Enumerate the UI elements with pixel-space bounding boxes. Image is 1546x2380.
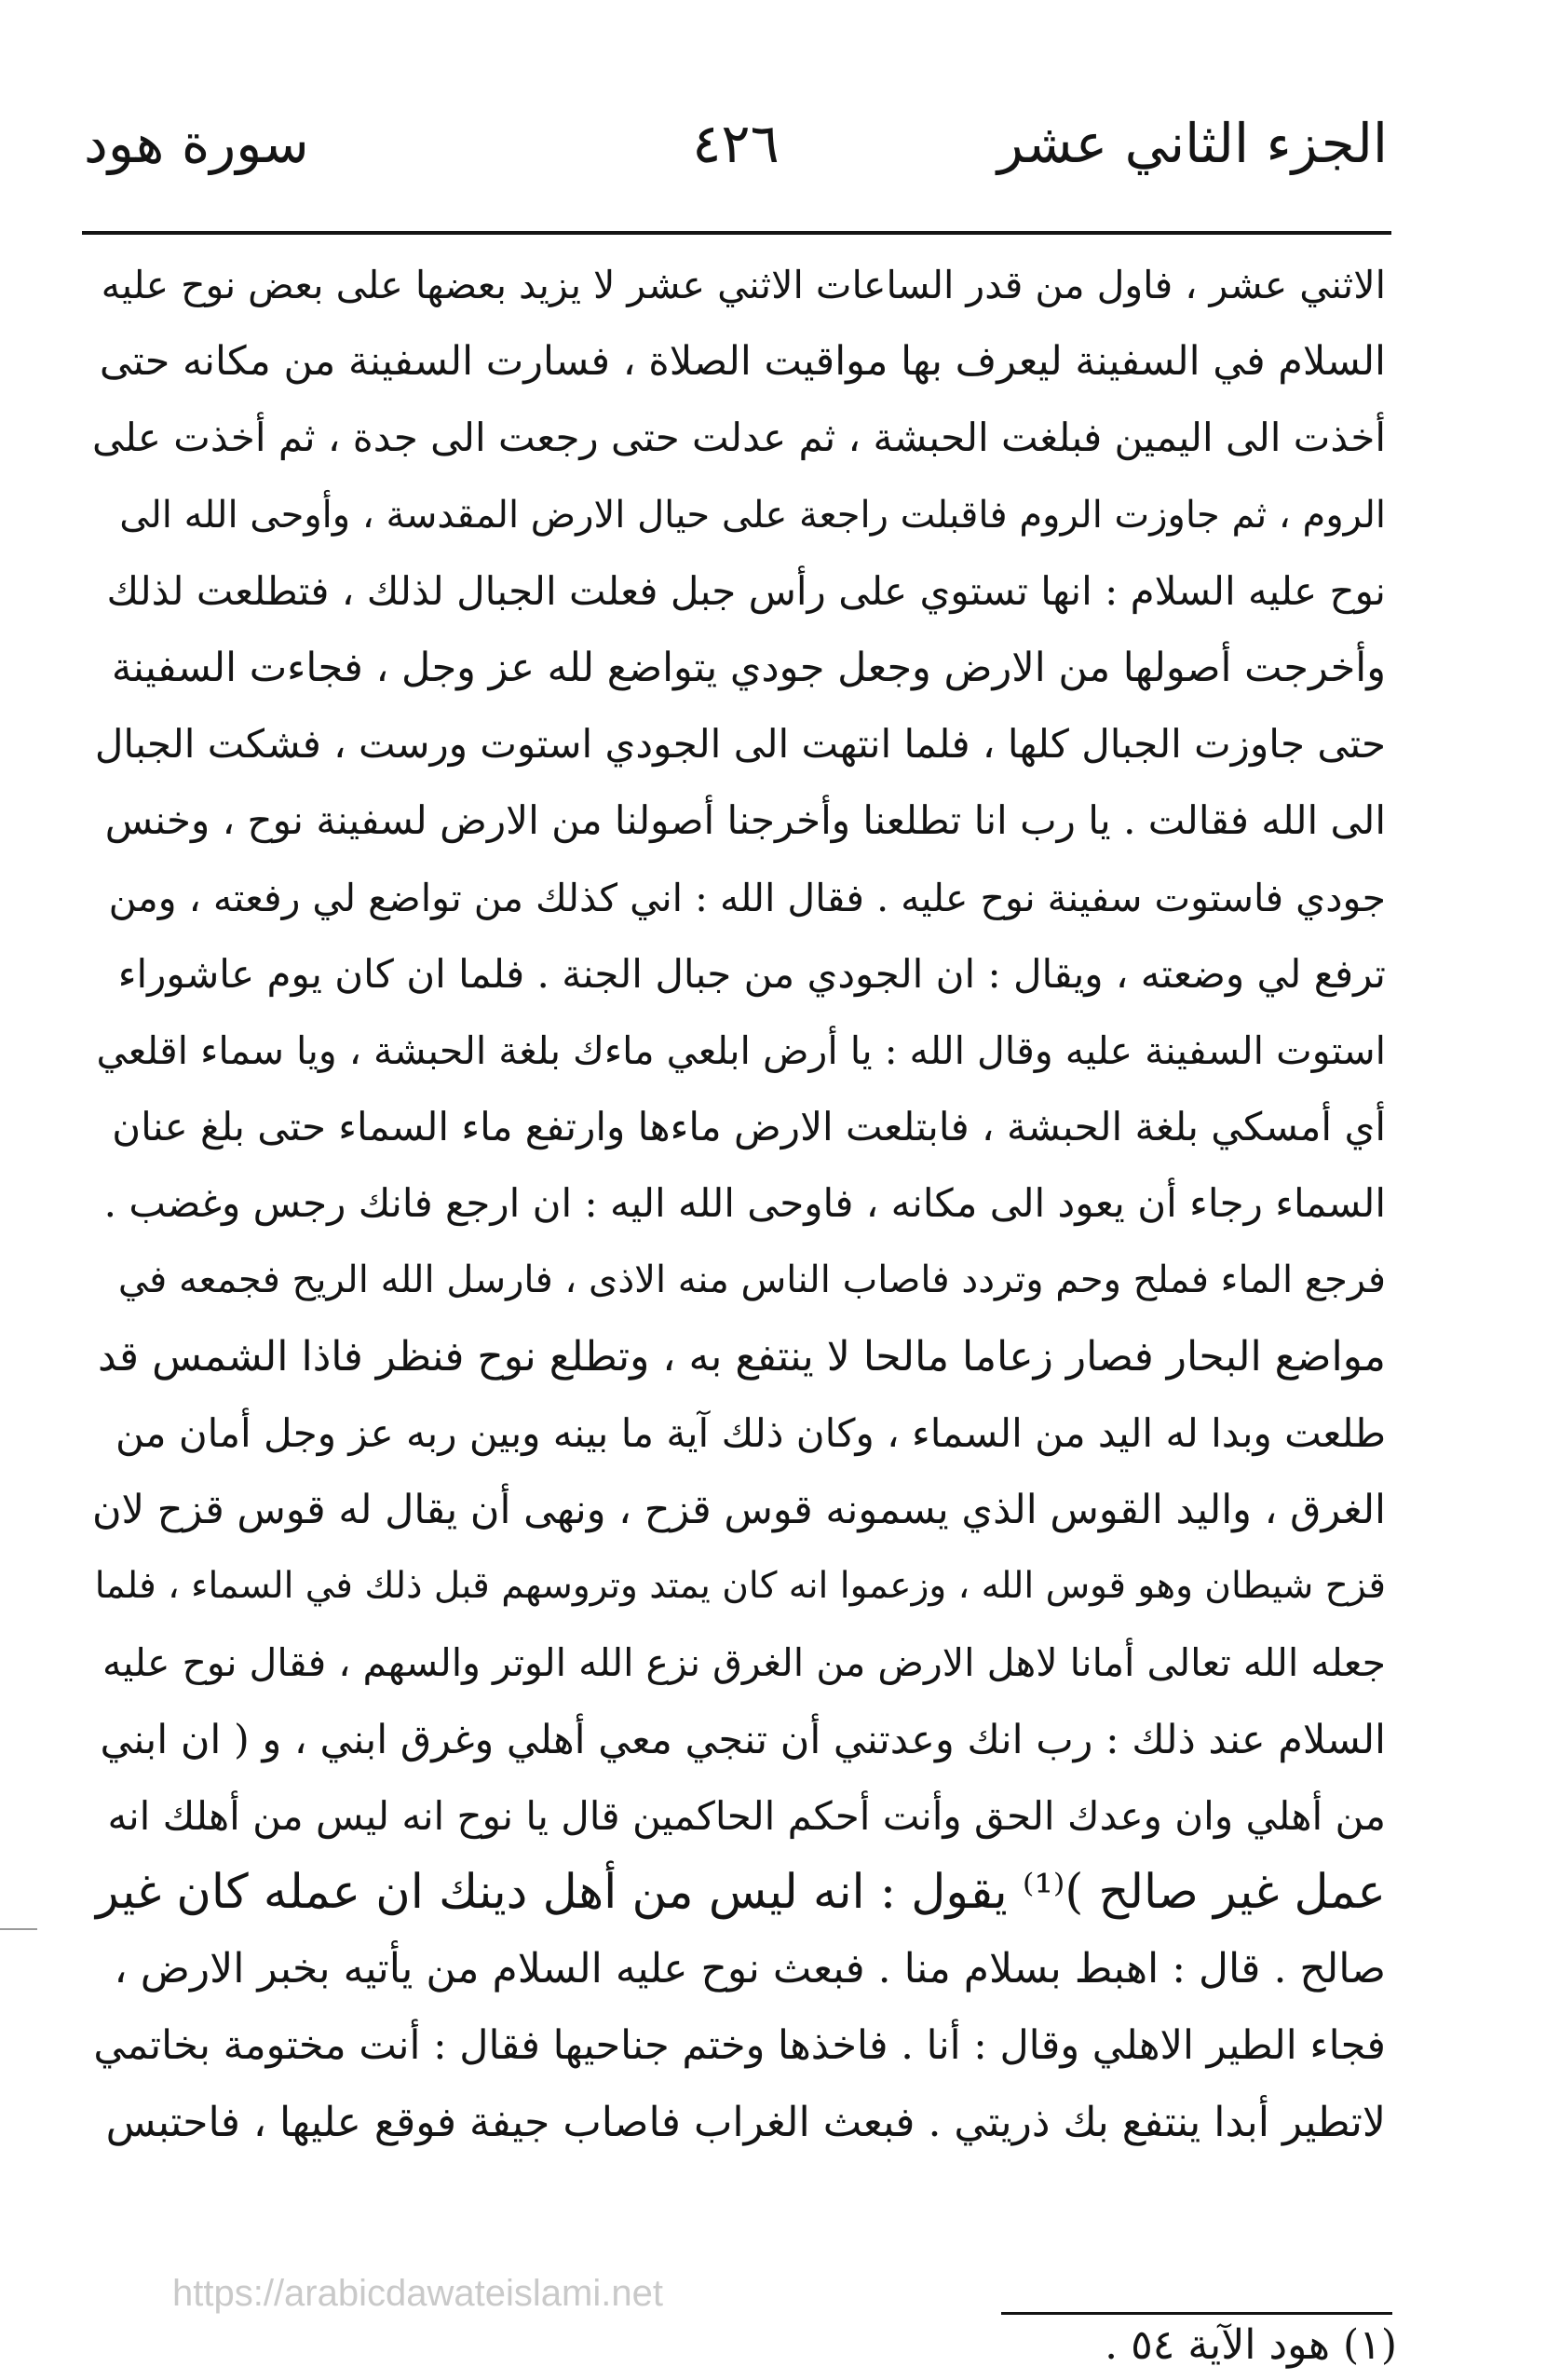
page-number: ٤٢٦ <box>692 112 780 175</box>
text-line: صالح . قال : اهبط بسلام منا . فبعث نوح عليه السلام من يأتيه بخبر الارض ، <box>114 1945 1386 1993</box>
watermark-url: https://arabicdawateislami.net <box>172 2273 663 2314</box>
text-line: الاثني عشر ، فاول من قدر الساعات الاثني عشر لا يزيد بعضها على بعض نوح عليه <box>101 263 1386 307</box>
text-line: حتى جاوزت الجبال كلها ، فلما انتهت الى الجودي استوت ورست ، فشكت الجبال <box>94 721 1386 768</box>
text-line: فرجع الماء فملح وحم وتردد فاصاب الناس منه الاذى ، فارسل الله الريح فجمعه في <box>117 1258 1386 1302</box>
text-line: السماء رجاء أن يعود الى مكانه ، فاوحى الله اليه : ان ارجع فانك رجس وغضب . <box>103 1180 1386 1227</box>
text-line: من أهلي وان وعدك الحق وأنت أحكم الحاكمين قال يا نوح انه ليس من أهلك انه <box>107 1792 1386 1839</box>
text-line: أي أمسكي بلغة الحبشة ، فابتلعت الارض ماءها وارتفع ماء السماء حتى بلغ عنان <box>112 1104 1386 1150</box>
text-line: أخذت الى اليمين فبلغت الحبشة ، ثم عدلت حتى رجعت الى جدة ، ثم أخذت على <box>91 415 1386 461</box>
text-line: قزح شيطان وهو قوس الله ، وزعموا انه كان يمتد وتروسهم قبل ذلك في السماء ، فلما <box>94 1565 1386 1608</box>
text-line: مواضع البحار فصار زعاما مالحا لا ينتفع به ، وتطلع نوح فنظر فاذا الشمس قد <box>97 1332 1386 1380</box>
surah-title: سورة هود <box>84 112 309 175</box>
text-line: فجاء الطير الاهلي وقال : أنا . فاخذها وختم جناحيها فقال : أنت مختومة بخاتمي <box>93 2022 1386 2070</box>
text-line: الروم ، ثم جاوزت الروم فاقبلت راجعة على حيال الارض المقدسة ، وأوحى الله الى <box>119 493 1386 537</box>
page-header <box>84 112 1388 196</box>
body-text <box>91 247 1386 2161</box>
footnote-divider <box>1001 2312 1392 2315</box>
margin-mark <box>0 1928 37 1930</box>
text-line: وأخرجت أصولها من الارض وجعل جودي يتواضع لله عز وجل ، فجاءت السفينة <box>111 644 1386 691</box>
text-line: جعله الله تعالى أمانا لاهل الارض من الغرق نزع الله الوتر والسهم ، فقال نوح عليه <box>102 1640 1386 1686</box>
text-line: عمل غير صالح )⁽¹⁾ يقول : انه ليس من أهل دينك ان عمله كان غير <box>96 1864 1386 1920</box>
text-line: استوت السفينة عليه وقال الله : يا أرض ابلعي ماءك بلغة الحبشة ، ويا سماء اقلعي <box>96 1027 1386 1073</box>
footnote: (١) هود الآية ٥٤ . <box>1105 2321 1397 2369</box>
text-line: طلعت وبدا له اليد من السماء ، وكان ذلك آية ما بينه وبين ربه عز وجل أمان من <box>115 1409 1386 1456</box>
part-title: الجزء الثاني عشر <box>997 112 1388 175</box>
text-line: الغرق ، واليد القوس الذي يسمونه قوس قزح ، ونهى أن يقال له قوس قزح لان <box>91 1487 1386 1533</box>
text-line: الى الله فقالت . يا رب انا تطلعنا وأخرجنا أصولنا من الارض لسفينة نوح ، وخنس <box>104 797 1386 844</box>
header-divider <box>82 231 1391 235</box>
text-line: ترفع لي وضعته ، ويقال : ان الجودي من جبال الجنة . فلما ان كان يوم عاشوراء <box>117 950 1386 997</box>
text-line: جودي فاستوت سفينة نوح عليه . فقال الله : اني كذلك من تواضع لي رفعته ، ومن <box>108 875 1386 920</box>
text-line: نوح عليه السلام : انها تستوي على رأس جبل فعلت الجبال لذلك ، فتطلعت لذلك <box>106 567 1386 614</box>
text-line: السلام عند ذلك : رب انك وعدتني أن تنجي معي أهلي وغرق ابني ، و ( ان ابني <box>100 1716 1386 1763</box>
text-line: لاتطير أبدا ينتفع بك ذريتي . فبعث الغراب فاصاب جيفة فوقع عليها ، فاحتبس <box>105 2098 1386 2146</box>
text-line: السلام في السفينة ليعرف بها مواقيت الصلاة ، فسارت السفينة من مكانه حتى <box>99 338 1386 386</box>
